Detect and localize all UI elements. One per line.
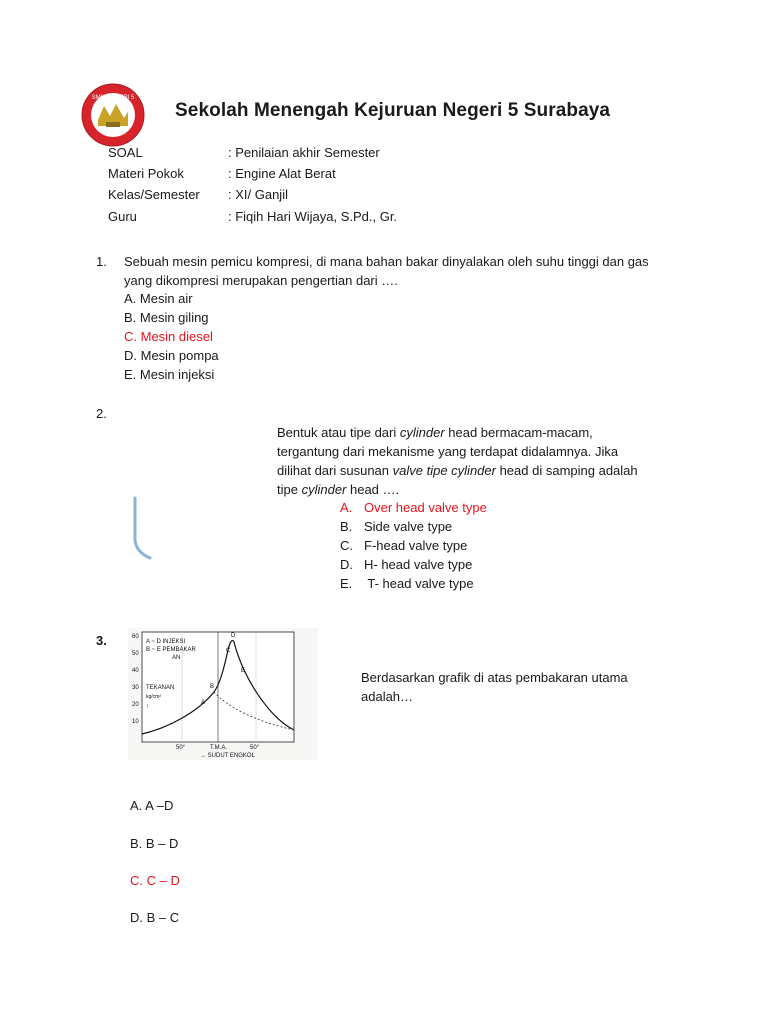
info-row-kelas: Kelas/Semester : XI/ Ganjil xyxy=(108,187,288,202)
q3-number: 3. xyxy=(96,633,107,648)
ylabel-unit: kg/cm² xyxy=(146,694,161,700)
q2-option-d: D. H- head valve type xyxy=(340,557,473,572)
ytick-50: 50 xyxy=(132,651,139,657)
cylinder-head-image xyxy=(128,494,158,564)
q3-prompt-line1: Berdasarkan grafik di atas pembakaran utama xyxy=(361,670,628,685)
ylabel-tekanan: TEKANAN xyxy=(146,685,175,691)
q3-option-c-answer: C. C – D xyxy=(130,873,180,888)
q2-option-e: E. T- head valve type xyxy=(340,576,474,591)
legend-injeksi: A ~ D INJEKSI xyxy=(146,639,186,645)
ylabel-arrow: ↑ xyxy=(146,704,149,710)
q2-line2: tergantung dari mekanisme yang terdapat didalamnya. Jika xyxy=(277,444,619,459)
q1-option-a: A. Mesin air xyxy=(124,291,193,306)
point-a: A xyxy=(201,700,206,706)
q3-option-d: D. B – C xyxy=(130,910,180,925)
q2-option-c: C. F-head valve type xyxy=(340,538,468,553)
q1-option-c-answer: C. Mesin diesel xyxy=(124,329,213,344)
q2-option-b: B. Side valve type xyxy=(340,519,453,534)
q1-option-d: D. Mesin pompa xyxy=(124,348,219,363)
q2-option-a-answer: A. Over head valve type xyxy=(340,500,487,515)
legend-an: AN xyxy=(172,655,181,661)
ytick-30: 30 xyxy=(132,685,139,691)
q2-line1: Bentuk atau tipe dari cylinder head bermacam-macam, xyxy=(277,425,593,440)
point-d: D xyxy=(231,633,236,639)
legend-pembakar: B ~ E PEMBAKAR xyxy=(146,647,196,653)
info-row-materi: Materi Pokok : Engine Alat Berat xyxy=(108,166,336,181)
point-e: E xyxy=(241,668,246,674)
xlabel-tma: T.M.A. xyxy=(210,745,228,751)
q1-number: 1. xyxy=(96,254,107,269)
xlabel-left: 50° xyxy=(176,745,186,751)
q1-option-e: E. Mesin injeksi xyxy=(124,367,215,382)
q2-line4: tipe cylinder head …. xyxy=(277,482,400,497)
info-row-guru: Guru : Fiqih Hari Wijaya, S.Pd., Gr. xyxy=(108,209,398,224)
point-c: C xyxy=(226,648,231,654)
ytick-20: 20 xyxy=(132,702,139,708)
q2-number: 2. xyxy=(96,406,107,421)
q3-option-a: A. A –D xyxy=(130,798,174,813)
q1-line2: yang dikompresi merupakan pengertian dari …. xyxy=(124,273,398,288)
svg-text:SMK NEGERI 5: SMK NEGERI 5 xyxy=(91,95,135,101)
school-logo xyxy=(80,82,146,148)
q3-option-b: B. B – D xyxy=(130,836,179,851)
ytick-10: 10 xyxy=(132,719,139,725)
ytick-60: 60 xyxy=(132,634,139,640)
xaxis-label: → SUDUT ENGKOL xyxy=(200,753,255,759)
page-title: Sekolah Menengah Kejuruan Negeri 5 Surabaya xyxy=(175,100,611,121)
q1-line1: Sebuah mesin pemicu kompresi, di mana bahan bakar dinyalakan oleh suhu tinggi dan gas xyxy=(124,254,649,269)
q3-prompt-line2: adalah… xyxy=(361,689,414,704)
ytick-40: 40 xyxy=(132,668,139,674)
info-row-soal: SOAL : Penilaian akhir Semester xyxy=(108,145,380,160)
point-b: B xyxy=(210,684,215,690)
xlabel-right: 50° xyxy=(250,745,260,751)
q2-line3: dilihat dari susunan valve tipe cylinder head di samping adalah xyxy=(277,463,638,478)
q1-option-b: B. Mesin giling xyxy=(124,310,209,325)
pressure-graph xyxy=(128,628,318,760)
